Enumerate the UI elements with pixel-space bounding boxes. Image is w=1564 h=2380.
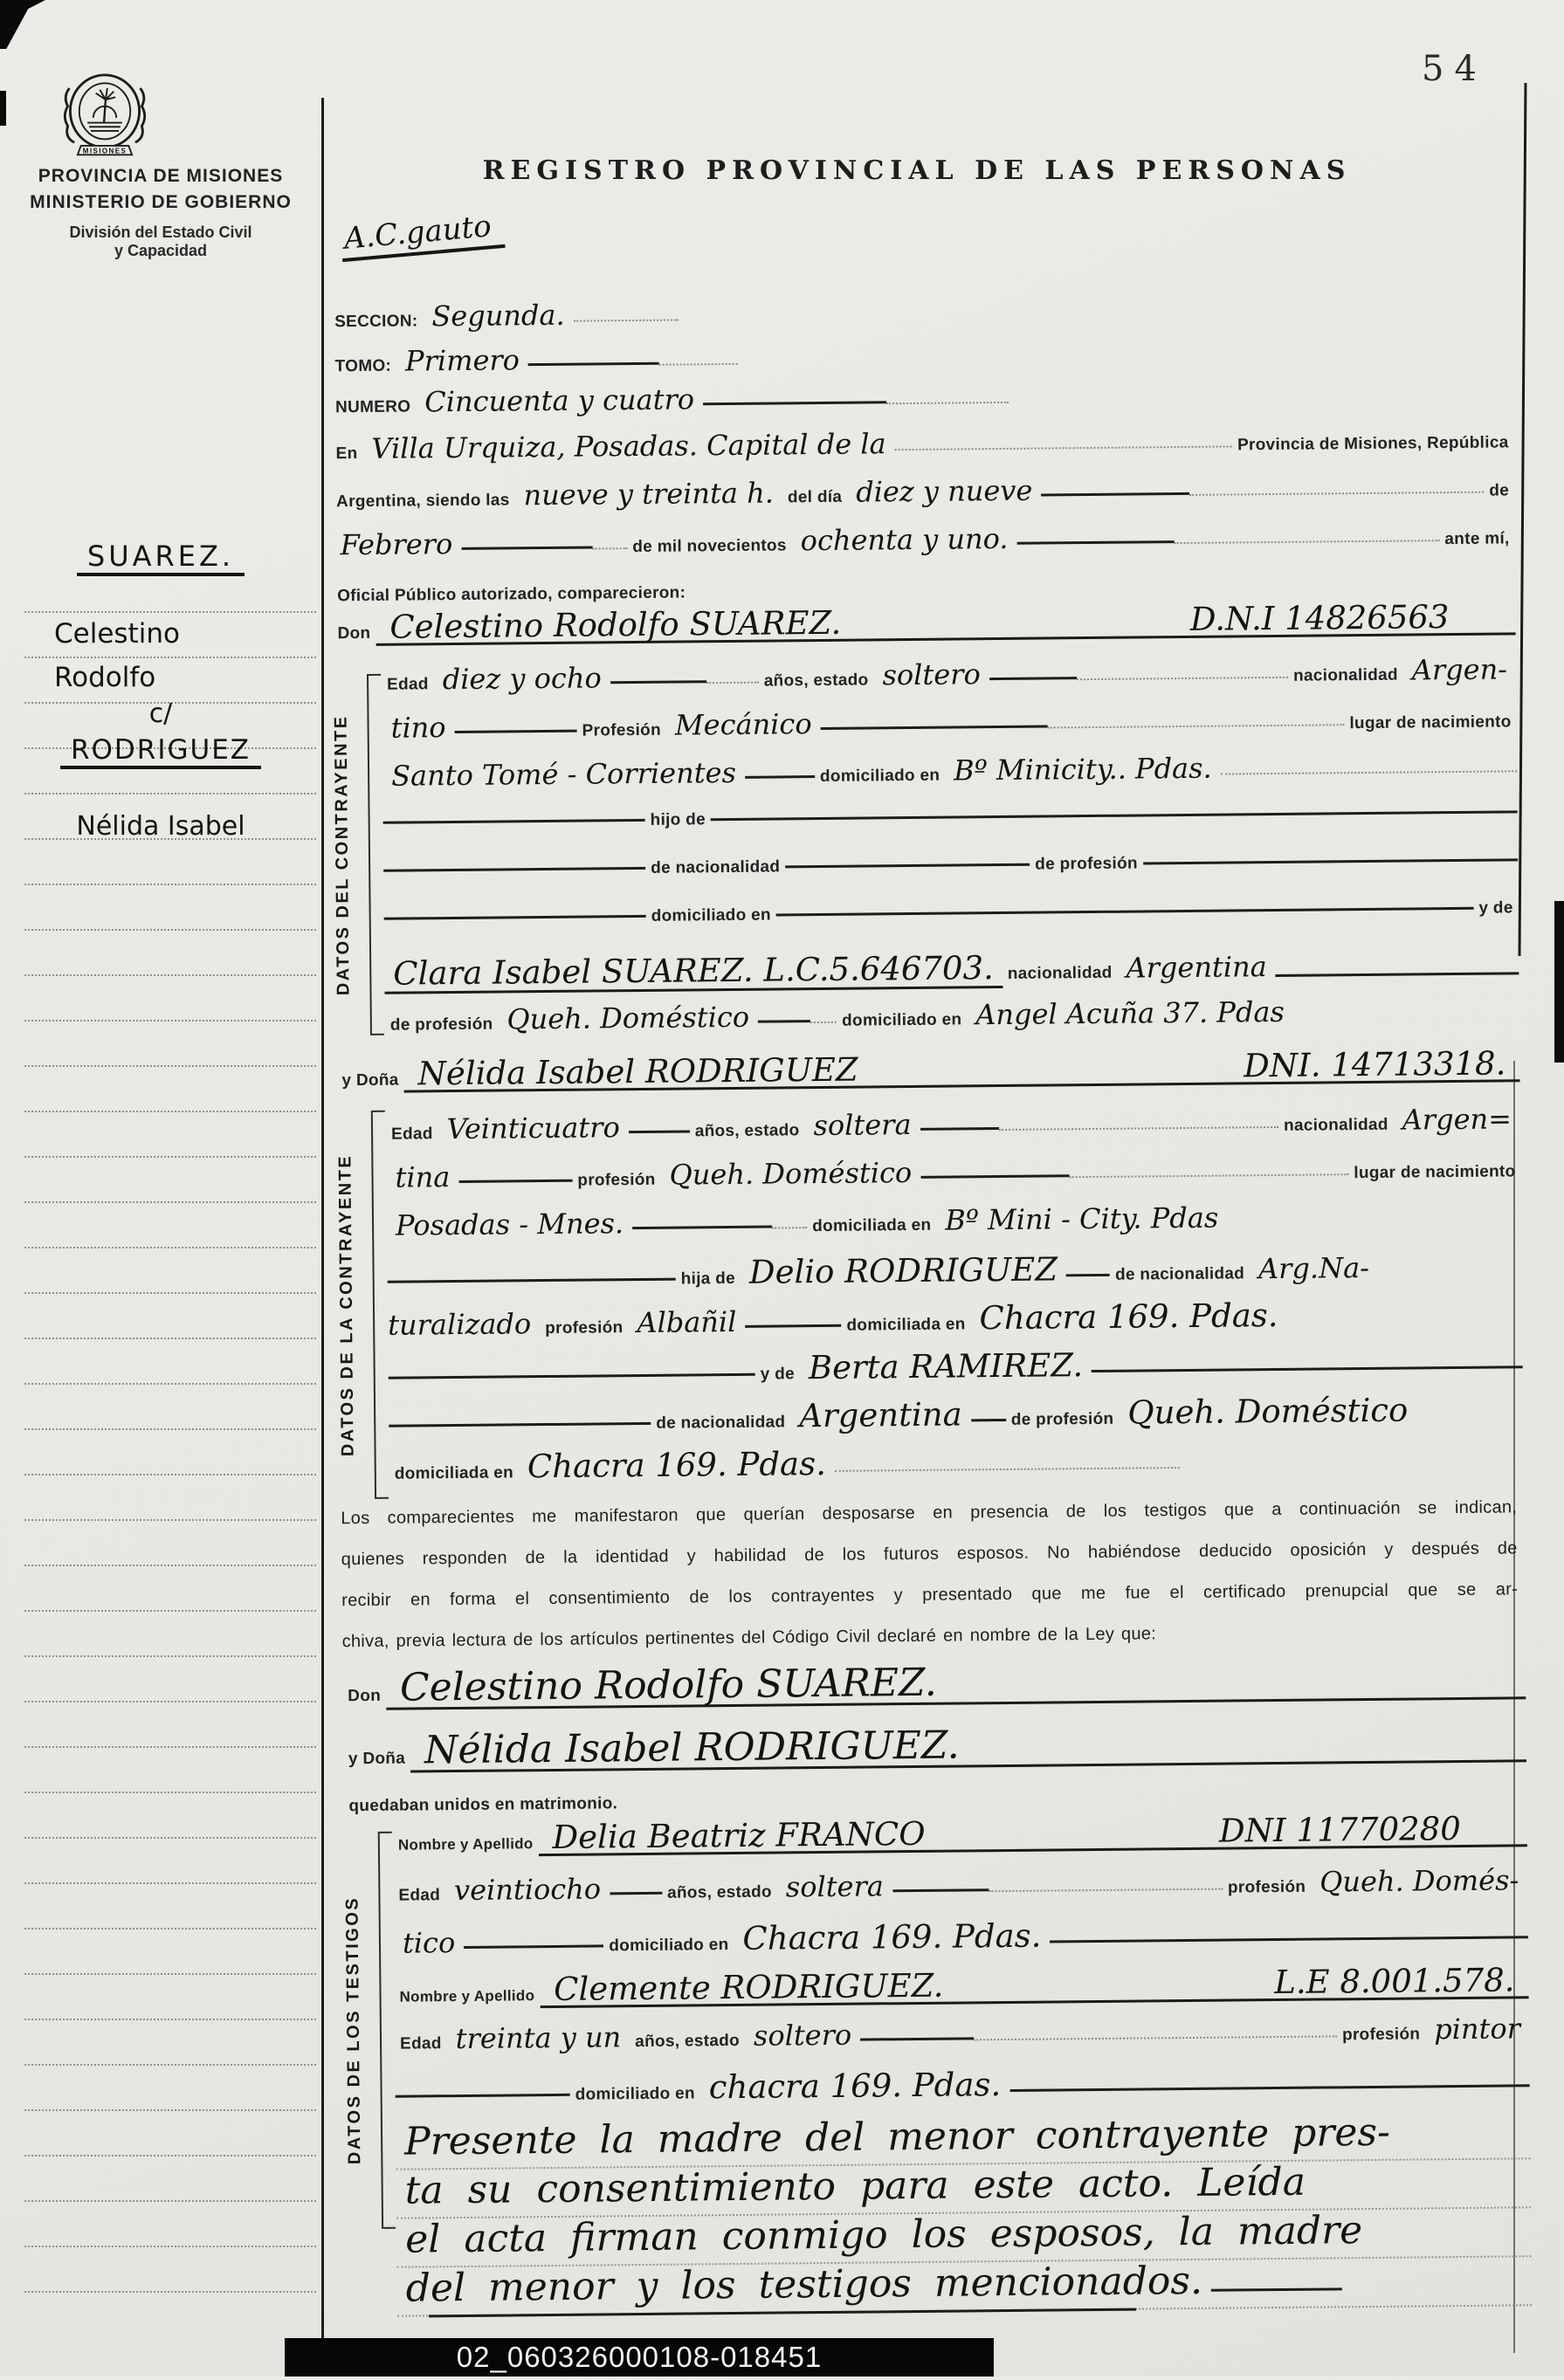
section-label-groom: DATOS DEL CONTRAYENTE — [331, 714, 354, 996]
madre-nacionalidad-label: de nacionalidad — [656, 1413, 786, 1433]
dotted-line — [835, 1467, 1179, 1472]
row-datetime — [331, 471, 1514, 512]
month-value: Febrero — [340, 527, 453, 562]
place-value: Villa Urquiza, Posadas. Capital de la — [371, 427, 886, 465]
anos-estado-label: años, estado — [635, 2031, 741, 2052]
blank-line — [388, 1278, 676, 1283]
spacer — [1009, 401, 1513, 406]
blank-line — [711, 810, 1518, 821]
groom-name-line — [375, 600, 1515, 646]
spacer — [1342, 2290, 1532, 2292]
bride-mother-profesion: Queh. Doméstico — [1127, 1391, 1409, 1432]
row-bride-mother — [389, 1345, 1523, 1387]
vow-bride-line — [410, 1721, 1526, 1772]
row-groom-mother2 — [385, 995, 1519, 1035]
row-month-year — [331, 519, 1514, 560]
witness2-dni: L.E 8.001.578. — [1274, 1961, 1515, 2002]
bride-father-nacionalidad-a: Arg.Na- — [1257, 1250, 1370, 1286]
row-groom-profesion — [382, 703, 1516, 745]
fill-stroke — [610, 1892, 662, 1895]
row-closing3 — [396, 2210, 1531, 2267]
declaration-line4: chiva, previa lectura de los artículos pertinentes del Código Civil declaré en nombre de la Ley que: — [341, 1624, 1157, 1652]
tomo-value: Primero — [404, 343, 520, 378]
profesion-label: profesión — [1341, 2025, 1421, 2045]
bride-domicilio: Bº Mini - City. Pdas — [945, 1200, 1219, 1237]
seal-banner-text: MISIONES — [82, 147, 127, 155]
fill-stroke — [1066, 1274, 1110, 1276]
spacer — [1470, 1839, 1522, 1840]
folio-number: 54 — [1422, 49, 1487, 89]
closing-line4: del menor y los testigos mencionados. — [405, 2258, 1203, 2311]
bride-lugar: Posadas - Mnes. — [395, 1207, 624, 1242]
dotted-line — [1221, 770, 1517, 774]
closing-line2: ta su consentimiento para este acto. Leída — [404, 2159, 1306, 2213]
row-groom-name — [332, 600, 1515, 662]
dotted-line — [1189, 492, 1484, 496]
dotted-line — [999, 1126, 1278, 1131]
padre-profesion-label: profesión — [545, 1318, 624, 1338]
union-label: quedaban unidos en matrimonio. — [348, 1794, 618, 1816]
ante-mi-label: ante mí, — [1444, 529, 1510, 549]
witness2-name-line — [540, 1961, 1529, 2008]
numero-label: NUMERO — [334, 397, 411, 417]
case-given-bride: Nélida Isabel — [76, 811, 245, 842]
blank-line — [383, 819, 645, 824]
row-tomo — [329, 336, 1512, 376]
spacer — [1458, 627, 1511, 628]
fill-stroke — [461, 546, 592, 549]
bride-estado: soltera — [813, 1108, 912, 1143]
anos-estado-label: años, estado — [694, 1121, 800, 1141]
fill-stroke — [629, 1130, 690, 1133]
fill-stroke — [971, 1419, 1006, 1421]
groom-lugar: Santo Tomé - Corrientes — [390, 755, 737, 793]
witness2-profesion: pintor — [1434, 2012, 1521, 2046]
section-label-witnesses: DATOS DE LOS TESTIGOS — [342, 1895, 365, 2165]
case-surname-bride: RODRIGUEZ — [60, 734, 261, 769]
padre-profesion-label: de profesión — [1035, 854, 1138, 874]
dotted-line — [592, 547, 627, 549]
dotted-line — [574, 320, 679, 322]
groom-edad: diez y ocho — [442, 661, 602, 697]
domicilio-label: domiciliado en — [819, 766, 940, 786]
row-groom-domicilio — [382, 751, 1517, 793]
witness1-profesion-a: Queh. Domés- — [1319, 1863, 1519, 1899]
dotted-line — [974, 2035, 1337, 2040]
spacer — [946, 1689, 1520, 1695]
bride-father-name: Delio RODRIGUEZ — [748, 1250, 1058, 1291]
blank-line — [785, 863, 1030, 869]
witness2-name: Clemente RODRIGUEZ. — [553, 1966, 944, 2008]
witness1-name-line — [538, 1812, 1527, 1856]
fill-stroke — [920, 1174, 1069, 1179]
bride-edad: Veinticuatro — [446, 1111, 620, 1146]
witness1-estado: soltera — [785, 1869, 885, 1904]
row-closing4 — [397, 2259, 1532, 2316]
row-bride-father2 — [387, 1296, 1522, 1342]
fill-stroke — [989, 677, 1077, 680]
groom-profesion: Mecánico — [674, 707, 812, 742]
dotted-line — [772, 1227, 807, 1228]
groom-mother-domicilio: Angel Acuña 37. Pdas — [975, 994, 1285, 1032]
vow-bride-name: Nélida Isabel RODRIGUEZ. — [424, 1723, 960, 1773]
row-bride-mother3 — [389, 1441, 1524, 1486]
bride-mother-domicilio: Chacra 169. Pdas. — [527, 1444, 827, 1486]
row-witness1-edad — [393, 1863, 1527, 1908]
groom-name: Celestino Rodolfo SUAREZ. — [389, 603, 842, 646]
del-dia-label: del día — [787, 487, 843, 507]
case-surname-groom: SUAREZ. — [77, 540, 245, 576]
nombre-apellido-label: Nombre y Apellido — [399, 1987, 535, 2005]
en-label: En — [335, 444, 358, 464]
fill-stroke — [1092, 1365, 1523, 1372]
row-place — [330, 423, 1513, 464]
row-closing1 — [396, 2109, 1530, 2170]
madre-profesion-label: de profesión — [389, 1015, 493, 1035]
blank-line — [389, 1373, 755, 1379]
fill-stroke — [745, 775, 815, 779]
dotted-line — [1048, 724, 1345, 728]
spacer — [679, 315, 1512, 323]
madre-domicilio-label: domiciliada en — [394, 1463, 514, 1483]
blank-line — [384, 915, 646, 920]
declaration-line3: recibir en forma el consentimiento de los contrayentes y presentado que me fue el certificado prenupcial que se ar- — [341, 1579, 1519, 1611]
groom-nacionalidad-a: Argen- — [1411, 652, 1508, 687]
comparecieron-label: Oficial Público autorizado, comparecieron: — [337, 583, 686, 606]
clerk-initials-annotation: A.C.gauto — [339, 208, 505, 262]
spacer — [738, 360, 1513, 368]
tomo-label: TOMO: — [334, 356, 392, 376]
anos-estado-label: años, estado — [667, 1882, 772, 1902]
spacer — [953, 1993, 1266, 1996]
vow-groom-line — [386, 1658, 1526, 1710]
row-bride-mother2 — [389, 1393, 1523, 1435]
closing-line1: Presente la madre del menor contrayente pres- — [403, 2109, 1391, 2164]
seccion-label: SECCION: — [334, 312, 418, 332]
de-mil-label: de mil novecientos — [632, 536, 787, 557]
day-value: diez y nueve — [856, 473, 1033, 509]
groom-mother-nacionalidad: Argentina — [1126, 950, 1267, 985]
fill-stroke — [821, 725, 1048, 729]
case-given-groom: Celestino — [54, 618, 180, 650]
witness1-domicilio: Chacra 169. Pdas. — [742, 1916, 1042, 1957]
edad-label: Edad — [390, 1125, 433, 1144]
lugar-label: lugar de nacimiento — [1354, 1162, 1516, 1183]
numero-value: Cincuenta y cuatro — [424, 382, 695, 419]
edad-label: Edad — [399, 2034, 442, 2053]
row-seccion — [329, 292, 1512, 332]
bride-mother-name: Berta RAMIREZ. — [808, 1346, 1084, 1387]
year-value: ochenta y uno. — [800, 521, 1009, 558]
profesion-label: Profesión — [582, 720, 662, 740]
hijo-de-label: hijo de — [650, 810, 706, 829]
scan-id-bar — [285, 2338, 994, 2377]
padre-domicilio-label: domiciliado en — [651, 905, 772, 925]
declaration-line2: quienes responden de la identidad y habilidad de los futuros esposos. No habiéndose deducido oposición y después de — [341, 1538, 1518, 1570]
bride-nacionalidad-b: tina — [395, 1160, 451, 1194]
vow-groom-name: Celestino Rodolfo SUAREZ. — [399, 1660, 937, 1710]
row-numero — [330, 377, 1513, 417]
de-label: de — [1489, 481, 1510, 500]
fill-stroke — [1009, 2084, 1529, 2092]
fill-stroke — [455, 730, 577, 733]
dotted-line — [895, 445, 1232, 451]
spacer — [850, 630, 1182, 634]
hija-de-label: hija de — [680, 1269, 736, 1289]
fill-stroke — [610, 680, 706, 684]
row-groom-mother — [384, 946, 1519, 994]
row-groom-father — [383, 802, 1518, 832]
domicilio-label: domiciliado en — [575, 2084, 695, 2104]
fill-stroke — [758, 1020, 810, 1023]
bride-dni: DNI. 14713318. — [1243, 1044, 1506, 1085]
don-label: Don — [348, 1686, 382, 1706]
fill-stroke — [396, 2094, 570, 2098]
madre-domicilio-label: domiciliado en — [841, 1010, 962, 1030]
groom-nacionalidad-b: tino — [390, 711, 446, 745]
fill-stroke — [458, 1180, 572, 1183]
fill-stroke — [892, 1888, 989, 1892]
edad-label: Edad — [387, 675, 429, 694]
row-groom-edad — [382, 652, 1516, 697]
fill-stroke — [703, 401, 886, 405]
row-bride-profesion — [386, 1152, 1520, 1192]
padre-nacionalidad-label: de nacionalidad — [1114, 1264, 1245, 1284]
row-witness2-domicilio — [395, 2063, 1529, 2106]
groom-dni: D.N.I 14826563 — [1189, 598, 1450, 638]
madre-profesion-label: de profesión — [1010, 1409, 1114, 1429]
row-vow-bride — [343, 1721, 1527, 1788]
seccion-value: Segunda. — [431, 298, 565, 334]
bride-nacionalidad-a: Argen= — [1402, 1102, 1512, 1137]
y-de-label: y de — [760, 1365, 796, 1384]
argentina-label: Argentina, siendo las — [336, 491, 510, 512]
profesion-label: profesión — [577, 1170, 656, 1190]
dotted-line — [1077, 677, 1288, 680]
blank-line — [1143, 858, 1518, 864]
fill-stroke — [860, 2037, 974, 2040]
bride-father-domicilio: Chacra 169. Pdas. — [979, 1296, 1278, 1338]
row-bride-father — [387, 1248, 1521, 1291]
bride-mother-nacionalidad: Argentina — [799, 1395, 962, 1435]
letterhead-division: División del Estado Civil — [69, 224, 252, 241]
padre-domicilio-label: domiciliada en — [846, 1315, 966, 1335]
scan-id-text: 02_060326000108-018451 — [456, 2341, 823, 2373]
lugar-label: lugar de nacimiento — [1349, 712, 1512, 733]
profesion-label: profesión — [1227, 1877, 1306, 1897]
groom-estado: soltero — [882, 657, 981, 692]
case-versus: c/ — [148, 698, 173, 729]
dotted-line — [810, 1021, 837, 1023]
dotted-line — [1175, 540, 1440, 544]
blank-line — [776, 907, 1474, 917]
letterhead-province: PROVINCIA DE MISIONES — [38, 166, 284, 186]
witness2-edad: treinta y un — [455, 2020, 622, 2056]
madre-nacionalidad-label: nacionalidad — [1007, 963, 1113, 983]
groom-domicilio: Bº Minicity.. Pdas. — [953, 751, 1212, 788]
row-bride-domicilio — [387, 1200, 1521, 1240]
closing-line3: el acta firman conmigo los esposos, la madre — [404, 2208, 1363, 2262]
blank-line — [383, 867, 645, 872]
bride-profesion: Queh. Doméstico — [669, 1156, 913, 1192]
row-bride-edad — [386, 1104, 1520, 1144]
declaration-line1: Los comparecientes me manifestaron que querían desposarse en presencia de los testigos que a continuación se indican, — [341, 1497, 1518, 1529]
anos-estado-label: años, estado — [763, 671, 869, 691]
dotted-line — [989, 1888, 1223, 1893]
nacionalidad-label: nacionalidad — [1292, 665, 1398, 685]
bride-father-profesion: Albañil — [637, 1304, 737, 1340]
row-groom-father3 — [384, 898, 1519, 928]
dotted-line — [886, 402, 1009, 404]
don-label: Don — [337, 623, 371, 643]
dotted-line — [706, 682, 759, 684]
nacionalidad-label: nacionalidad — [1283, 1115, 1388, 1135]
provincia-label: Provincia de Misiones, República — [1237, 433, 1509, 455]
bride-father-nacionalidad-b: turalizado — [387, 1307, 532, 1342]
witness2-domicilio: chacra 169. Pdas. — [708, 2066, 1002, 2107]
spacer — [968, 1752, 1521, 1757]
dona-label: y Doña — [341, 1070, 399, 1090]
section-label-bride: DATOS DE LA CONTRAYENTE — [335, 1153, 358, 1457]
blank-line — [389, 1422, 651, 1427]
witness1-profesion-b: tico — [402, 1926, 456, 1960]
nombre-apellido-label: Nombre y Apellido — [397, 1835, 534, 1854]
groom-mother-profesion: Queh. Doméstico — [506, 1000, 750, 1036]
row-witness2-edad — [395, 2012, 1529, 2056]
fill-stroke — [1050, 1936, 1528, 1943]
dotted-line — [1069, 1173, 1348, 1178]
bride-name: Nélida Isabel RODRIGUEZ — [417, 1050, 858, 1093]
domicilio-label: domiciliada en — [812, 1215, 932, 1236]
row-witness1-domicilio — [394, 1915, 1528, 1960]
fill-stroke — [1276, 972, 1519, 977]
row-vow-groom — [342, 1658, 1526, 1725]
spacer — [867, 1077, 1235, 1080]
fill-stroke — [1017, 540, 1175, 545]
fill-stroke — [1041, 492, 1189, 497]
spacer — [1179, 1468, 1523, 1471]
dotted-line — [659, 363, 738, 366]
case-given-groom2: Rodolfo — [54, 662, 156, 693]
witness1-name: Delia Beatriz FRANCO — [552, 1814, 926, 1856]
edad-label: Edad — [398, 1886, 441, 1905]
letterhead-division2: y Capacidad — [114, 242, 208, 259]
witness2-estado: soltero — [753, 2018, 852, 2053]
domicilio-label: domiciliado en — [609, 1936, 729, 1956]
fill-stroke — [464, 1944, 603, 1949]
row-bride-name — [336, 1044, 1519, 1109]
row-groom-father2 — [383, 850, 1518, 880]
fill-stroke — [1211, 2287, 1342, 2291]
fill-stroke — [632, 1226, 772, 1230]
padre-nacionalidad-label: de nacionalidad — [651, 857, 781, 877]
spacer — [934, 1842, 1210, 1845]
y-de-label: y de — [1478, 898, 1513, 918]
page-title: REGISTRO PROVINCIAL DE LAS PERSONAS — [482, 155, 1352, 186]
witness1-dni: DNI 11770280 — [1218, 1810, 1461, 1850]
groom-mother-name: Clara Isabel SUAREZ. L.C.5.646703. — [384, 952, 1002, 994]
witness1-edad: veintiocho — [453, 1872, 602, 1908]
fill-stroke — [528, 362, 659, 366]
fill-stroke — [745, 1324, 841, 1328]
dona-label: y Doña — [348, 1749, 406, 1769]
hour-value: nueve y treinta h. — [523, 476, 775, 512]
letterhead-ministry: MINISTERIO DE GOBIERNO — [30, 192, 292, 212]
bride-name-line — [403, 1044, 1519, 1093]
fill-stroke — [920, 1127, 999, 1131]
